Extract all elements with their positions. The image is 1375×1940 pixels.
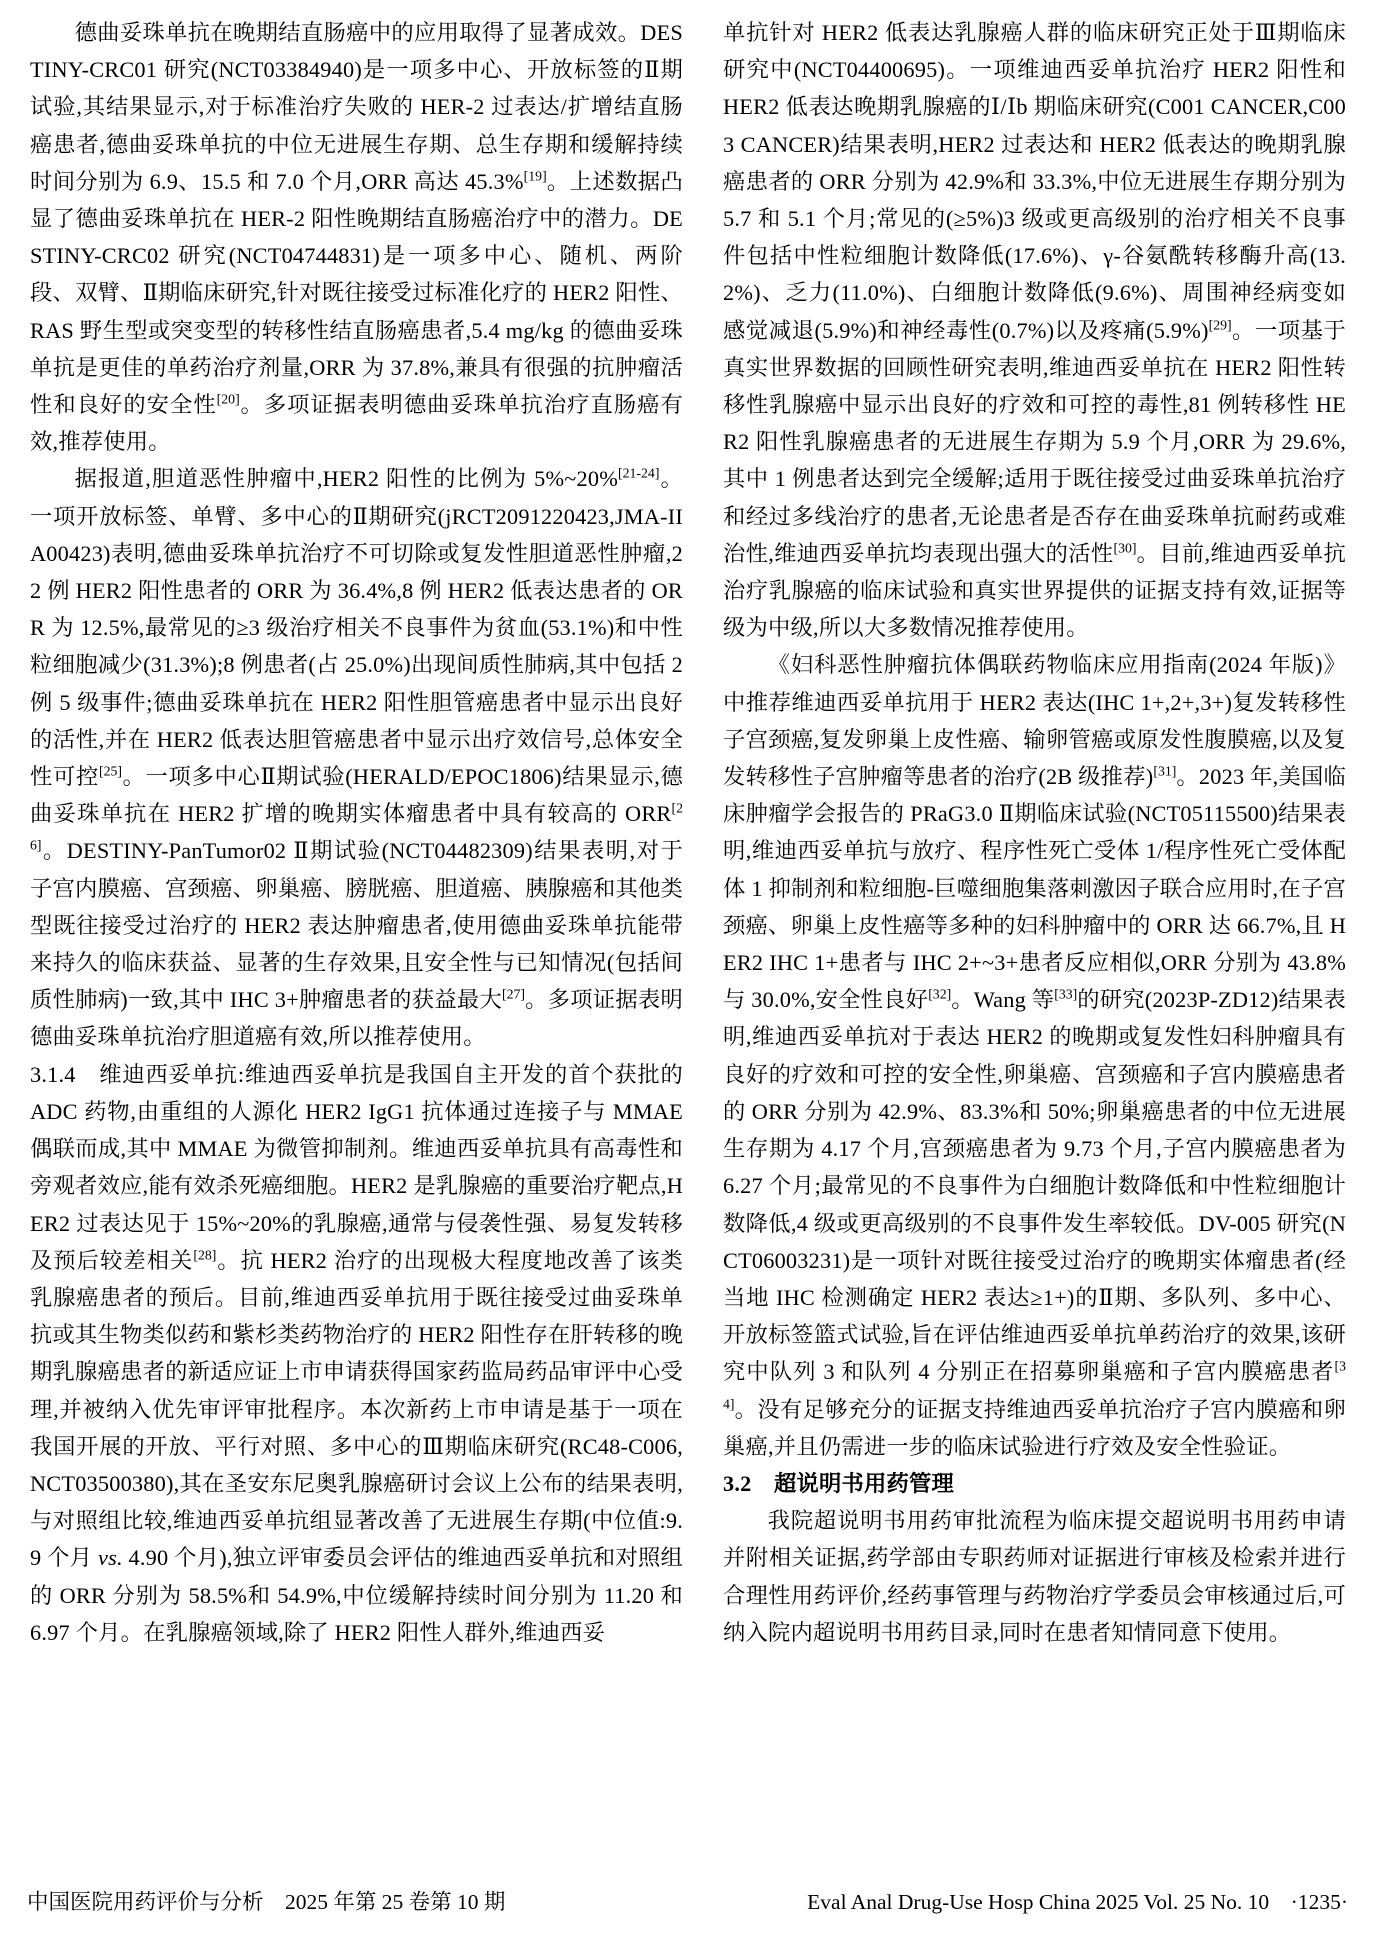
citation-superscript: [19] [523, 168, 547, 184]
text-column-left [30, 14, 683, 1651]
citation-superscript: [31] [1153, 763, 1177, 779]
body-paragraph: 德曲妥珠单抗在晚期结直肠癌中的应用取得了显著成效。DESTINY-CRC01 研究(NCT03384940)是一项多中心、开放标签的Ⅱ期试验,其结果显示,对于标准治疗失败的 HER-2 过表达/扩增结直肠癌患者,德曲妥珠单抗的中位无进展生存期、总生存期和缓解持续时间分别为 6.9、15.5 和 7.0 个月,ORR 高达 45.3%[19]。上述数据凸显了德曲妥珠单抗在 HER-2 阳性晚期结直肠癌治疗中的潜力。DESTINY-CRC02 研究(NCT04744831)是一项多中心、随机、两阶段、双臂、Ⅱ期临床研究,针对既往接受过标准化疗的 HER2 阳性、RAS 野生型或突变型的转移性结直肠癌患者,5.4 mg/kg 的德曲妥珠单抗是更佳的单药治疗剂量,ORR 为 37.8%,兼具有很强的抗肿瘤活性和良好的安全性[20]。多项证据表明德曲妥珠单抗治疗直肠癌有效,推荐使用。 [30, 20, 683, 455]
citation-superscript: [26] [30, 800, 683, 854]
citation-superscript: [27] [502, 986, 526, 1002]
section-heading: 3.2 超说明书用药管理 [723, 1470, 954, 1496]
footer-journal-title-cn: 中国医院用药评价与分析 2025 年第 25 卷第 10 期 [27, 1890, 506, 1914]
citation-superscript: [21-24] [618, 466, 660, 482]
citation-superscript: [30] [1113, 540, 1137, 556]
body-paragraph: 我院超说明书用药审批流程为临床提交超说明书用药申请并附相关证据,药学部由专职药师对证据进行审核及检索并进行合理性用药评价,经药事管理与药物治疗学委员会审核通过后,可纳入院内超说明书用药目录,同时在患者知情同意下使用。 [723, 1508, 1346, 1645]
citation-superscript: [32] [928, 986, 952, 1002]
footer-journal-title-en-page-number: Eval Anal Drug-Use Hosp China 2025 Vol. 25 No. 10 ·1235· [807, 1890, 1348, 1914]
citation-superscript: [25] [98, 763, 122, 779]
body-paragraph: 3.1.4 维迪西妥单抗:维迪西妥单抗是我国自主开发的首个获批的 ADC 药物,由重组的人源化 HER2 IgG1 抗体通过连接子与 MMAE 偶联而成,其中 MMAE 为微管抑制剂。维迪西妥单抗具有高毒性和旁观者效应,能有效杀死癌细胞。HER2 是乳腺癌的重要治疗靶点,HER2 过表达见于 15%~20%的乳腺癌,通常与侵袭性强、易复发转移及预后较差相关[28]。抗 HER2 治疗的出现极大程度地改善了该类乳腺癌患者的预后。目前,维迪西妥单抗用于既往接受过曲妥珠单抗或其生物类似药和紫杉类药物治疗的 HER2 阳性存在肝转移的晚期乳腺癌患者的新适应证上市申请获得国家药监局药品审评中心受理,并被纳入优先审评审批程序。本次新药上市申请是基于一项在我国开展的开放、平行对照、多中心的Ⅲ期临床研究(RC48-C006,NCT03500380),其在圣安东尼奥乳腺癌研讨会议上公布的结果表明,与对照组比较,维迪西妥单抗组显著改善了无进展生存期(中位值:9.9 个月 vs. 4.90 个月),独立评审委员会评估的维迪西妥单抗和对照组的 ORR 分别为 58.5%和 54.9%,中位缓解持续时间分别为 11.20 和 6.97 个月。在乳腺癌领域,除了 HER2 阳性人群外,维迪西妥 [30, 1061, 684, 1645]
citation-superscript: [28] [193, 1247, 217, 1263]
page-footer [27, 1888, 1348, 1916]
body-paragraph: 《妇科恶性肿瘤抗体偶联药物临床应用指南(2024 年版)》中推荐维迪西妥单抗用于 HER2 表达(IHC 1+,2+,3+)复发转移性子宫颈癌,复发卵巢上皮性癌、输卵管癌或原发性腹膜癌,以及复发转移性子宫肿瘤等患者的治疗(2B 级推荐)[31]。2023 年,美国临床肿瘤学会报告的 PRaG3.0 Ⅱ期临床试验(NCT05115500)结果表明,维迪西妥单抗与放疗、程序性死亡受体 1/程序性死亡受体配体 1 抑制剂和粒细胞-巨噬细胞集落刺激因子联合应用时,在子宫颈癌、卵巢上皮性癌等多种的妇科肿瘤中的 ORR 达 66.7%,且 HER2 IHC 1+患者与 IHC 2+~3+患者反应相似,ORR 分别为 43.8%与 30.0%,安全性良好[32]。Wang 等[33]的研究(2023P-ZD12)结果表明,维迪西妥单抗对于表达 HER2 的晚期或复发性妇科肿瘤具有良好的疗效和可控的安全性,卵巢癌、宫颈癌和子宫内膜癌患者的 ORR 分别为 42.9%、83.3%和 50%;卵巢癌患者的中位无进展生存期为 4.17 个月,宫颈癌患者为 9.73 个月,子宫内膜癌患者为 6.27 个月;最常见的不良事件为白细胞计数降低和中性粒细胞计数降低,4 级或更高级别的不良事件发生率较低。DV-005 研究(NCT06003231)是一项针对既往接受过治疗的晚期实体瘤患者(经当地 IHC 检测确定 HER2 表达≥1+)的Ⅱ期、多队列、多中心、开放标签篮式试验,旨在评估维迪西妥单抗单药治疗的效果,该研究中队列 3 和队列 4 分别正在招募卵巢癌和子宫内膜癌患者[34]。没有足够充分的证据支持维迪西妥单抗治疗子宫内膜癌和卵巢癌,并且仍需进一步的临床试验进行疗效及安全性验证。 [723, 652, 1347, 1459]
citation-superscript: [29] [1208, 317, 1232, 333]
citation-superscript: [34] [723, 1358, 1346, 1412]
citation-superscript: [33] [1054, 986, 1078, 1002]
text-column-right [723, 14, 1346, 1651]
citation-superscript: [20] [216, 391, 240, 407]
two-column-text-block [30, 14, 1346, 1651]
body-paragraph: 单抗针对 HER2 低表达乳腺癌人群的临床研究正处于Ⅲ期临床研究中(NCT04400695)。一项维迪西妥单抗治疗 HER2 阳性和 HER2 低表达晚期乳腺癌的Ⅰ/Ⅰb 期临床研究(C001 CANCER,C003 CANCER)结果表明,HER2 过表达和 HER2 低表达的晚期乳腺癌患者的 ORR 分别为 42.9%和 33.3%,中位无进展生存期分别为 5.7 和 5.1 个月;常见的(≥5%)3 级或更高级别的治疗相关不良事件包括中性粒细胞计数降低(17.6%)、γ-谷氨酰转移酶升高(13.2%)、乏力(11.0%)、白细胞计数降低(9.6%)、周围神经病变如感觉减退(5.9%)和神经毒性(0.7%)以及疼痛(5.9%)[29]。一项基于真实世界数据的回顾性研究表明,维迪西妥单抗在 HER2 阳性转移性乳腺癌中显示出良好的疗效和可控的毒性,81 例转移性 HER2 阳性乳腺癌患者的无进展生存期为 5.9 个月,ORR 为 29.6%,其中 1 例患者达到完全缓解;适用于既往接受过曲妥珠单抗治疗和经过多线治疗的患者,无论患者是否存在曲妥珠单抗耐药或难治性,维迪西妥单抗均表现出强大的活性[30]。目前,维迪西妥单抗治疗乳腺癌的临床试验和真实世界提供的证据支持有效,证据等级为中级,所以大多数情况推荐使用。 [723, 20, 1346, 641]
body-paragraph: 据报道,胆道恶性肿瘤中,HER2 阳性的比例为 5%~20%[21-24]。一项开放标签、单臂、多中心的Ⅱ期研究(jRCT2091220423,JMA-IIA00423)表明,德曲妥珠单抗治疗不可切除或复发性胆道恶性肿瘤,22 例 HER2 阳性患者的 ORR 为 36.4%,8 例 HER2 低表达患者的 ORR 为 12.5%,最常见的≥3 级治疗相关不良事件为贫血(53.1%)和中性粒细胞减少(31.3%);8 例患者(占 25.0%)出现间质性肺病,其中包括 2 例 5 级事件;德曲妥珠单抗在 HER2 阳性胆管癌患者中显示出良好的活性,并在 HER2 低表达胆管癌患者中显示出疗效信号,总体安全性可控[25]。一项多中心Ⅱ期试验(HERALD/EPOC1806)结果显示,德曲妥珠单抗在 HER2 扩增的晚期实体瘤患者中具有较高的 ORR[26]。DESTINY-PanTumor02 Ⅱ期试验(NCT04482309)结果表明,对于子宫内膜癌、宫颈癌、卵巢癌、膀胱癌、胆道癌、胰腺癌和其他类型既往接受过治疗的 HER2 表达肿瘤患者,使用德曲妥珠单抗能带来持久的临床获益、显著的生存效果,且安全性与已知情况(包括间质性肺病)一致,其中 IHC 3+肿瘤患者的获益最大[27]。多项证据表明德曲妥珠单抗治疗胆道癌有效,所以推荐使用。 [30, 466, 684, 1050]
